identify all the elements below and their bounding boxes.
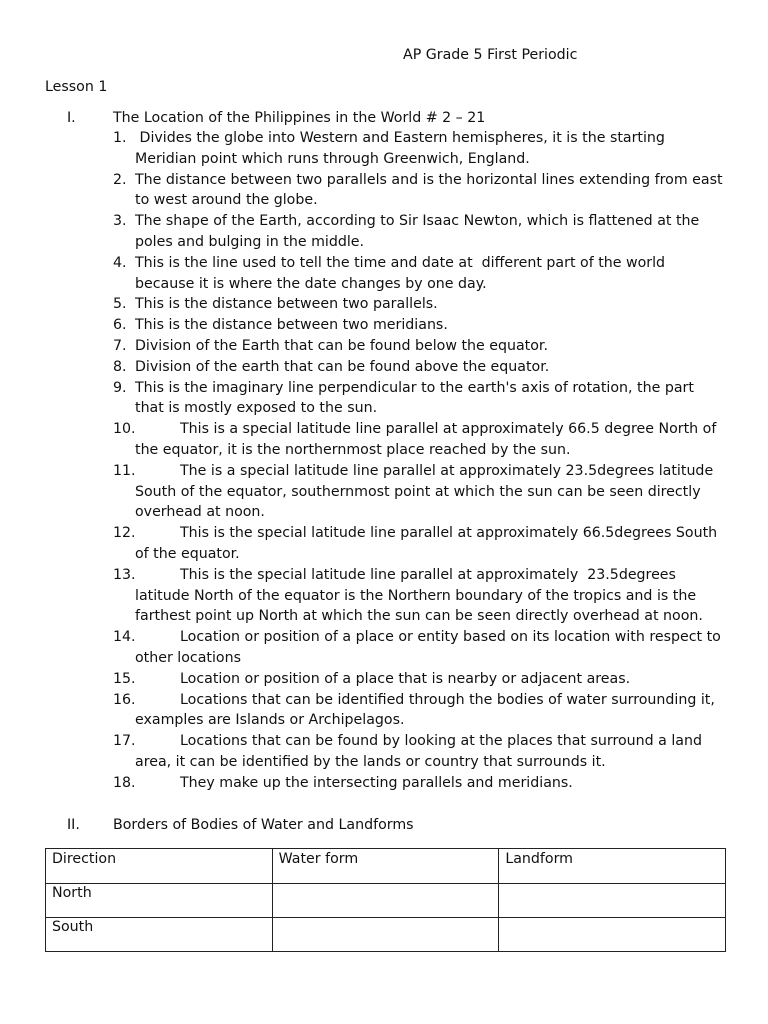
table-cell[interactable] bbox=[499, 918, 726, 952]
section-1-numeral: I. bbox=[67, 110, 76, 126]
list-item bbox=[0, 378, 725, 420]
lesson-heading: Lesson 1 bbox=[45, 79, 108, 95]
list-item bbox=[0, 294, 725, 315]
list-item-text: The shape of the Earth, according to Sir Isaac Newton, which is flattened at the poles and bulging in the middle. bbox=[135, 213, 704, 250]
list-item-number: 7. bbox=[113, 337, 127, 354]
list-item-number: 5. bbox=[113, 296, 127, 313]
list-item bbox=[0, 128, 725, 170]
table-cell[interactable] bbox=[499, 884, 726, 918]
section-2-title: Borders of Bodies of Water and Landforms bbox=[113, 817, 414, 833]
list-item bbox=[0, 523, 725, 565]
table-cell: South bbox=[46, 918, 273, 952]
list-item bbox=[0, 690, 725, 732]
list-item-number: 13. bbox=[113, 566, 136, 583]
list-item-text: This is a special latitude line parallel at approximately 66.5 degree North of the equator, it is the northernmost place reached by the sun. bbox=[135, 421, 721, 458]
question-list bbox=[0, 128, 768, 794]
list-item-number: 17. bbox=[113, 733, 136, 750]
list-item-number: 1. bbox=[113, 130, 127, 146]
table-cell: North bbox=[46, 884, 273, 918]
table-header-cell: Landform bbox=[499, 849, 726, 884]
list-item-text: This is the distance between two parallels. bbox=[135, 296, 438, 313]
list-item-number: 12. bbox=[113, 525, 136, 542]
section-2-numeral: II. bbox=[67, 817, 80, 833]
list-item bbox=[0, 461, 725, 523]
list-item-text: This is the line used to tell the time and date at different part of the world because it is where the date changes by one day. bbox=[135, 254, 670, 292]
list-item bbox=[0, 419, 725, 461]
page-title: AP Grade 5 First Periodic bbox=[403, 47, 578, 63]
list-item-number: 6. bbox=[113, 317, 127, 334]
list-item-text: Location or position of a place or entity based on its location with respect to other locations bbox=[135, 629, 726, 666]
list-item bbox=[0, 336, 725, 357]
list-item bbox=[0, 627, 725, 669]
list-item-text: Division of the Earth that can be found below the equator. bbox=[135, 337, 548, 354]
list-item-text: Locations that can be found by looking at the places that surround a land area, it can be identified by the lands or country that surrounds it. bbox=[135, 733, 707, 770]
list-item-text: They make up the intersecting parallels and meridians. bbox=[180, 774, 573, 791]
list-item-number: 9. bbox=[113, 379, 127, 396]
table-cell[interactable] bbox=[272, 884, 499, 918]
list-item bbox=[0, 315, 725, 336]
table-header-cell: Water form bbox=[272, 849, 499, 884]
list-item bbox=[0, 773, 725, 794]
list-item-number: 8. bbox=[113, 358, 127, 375]
list-item-number: 11. bbox=[113, 462, 136, 479]
list-item-text: This is the distance between two meridians. bbox=[135, 317, 448, 334]
list-item-number: 16. bbox=[113, 691, 136, 708]
list-item-number: 4. bbox=[113, 254, 127, 271]
table-header-row bbox=[46, 849, 726, 884]
table-cell[interactable] bbox=[272, 918, 499, 952]
list-item-text: The is a special latitude line parallel at approximately 23.5degrees latitude South of the equator, southernmost point at which the sun can be seen directly overhead at noon. bbox=[135, 462, 718, 521]
borders-table bbox=[45, 848, 726, 952]
list-item-text: Locations that can be identified through the bodies of water surrounding it, examples are Islands or Archipelagos. bbox=[135, 691, 720, 729]
table-header-cell: Direction bbox=[46, 849, 273, 884]
list-item bbox=[0, 357, 725, 378]
list-item-text: Division of the earth that can be found above the equator. bbox=[135, 358, 550, 375]
list-item-number: 3. bbox=[113, 213, 127, 230]
table-row bbox=[46, 918, 726, 952]
list-item-text: Divides the globe into Western and Eastern hemispheres, it is the starting Meridian point which runs through Greenwich, England. bbox=[135, 130, 670, 167]
list-item bbox=[0, 170, 728, 212]
list-item-text: This is the imaginary line perpendicular to the earth's axis of rotation, the part that is mostly exposed to the sun. bbox=[135, 379, 699, 417]
list-item-text: This is the special latitude line parallel at approximately 66.5degrees South of the equator. bbox=[135, 525, 722, 562]
list-item-text: Location or position of a place that is nearby or adjacent areas. bbox=[180, 670, 631, 687]
list-item-number: 18. bbox=[113, 774, 136, 791]
list-item bbox=[0, 253, 725, 295]
list-item bbox=[0, 565, 725, 627]
list-item-number: 15. bbox=[113, 670, 136, 687]
list-item-text: This is the special latitude line parallel at approximately 23.5degrees latitude North of the equator is the Northern boundary of the tropics and is the farthest point up North at which the sun can be seen directly overhead at noon. bbox=[135, 566, 703, 625]
list-item bbox=[0, 669, 725, 690]
list-item-text: The distance between two parallels and is the horizontal lines extending from east to west around the globe. bbox=[135, 171, 728, 209]
list-item-number: 10. bbox=[113, 421, 136, 438]
list-item-number: 2. bbox=[113, 171, 127, 188]
table-row bbox=[46, 884, 726, 918]
section-1-title: The Location of the Philippines in the World # 2 – 21 bbox=[113, 110, 486, 126]
list-item-number: 14. bbox=[113, 629, 136, 646]
list-item bbox=[0, 211, 725, 253]
list-item bbox=[0, 731, 725, 773]
